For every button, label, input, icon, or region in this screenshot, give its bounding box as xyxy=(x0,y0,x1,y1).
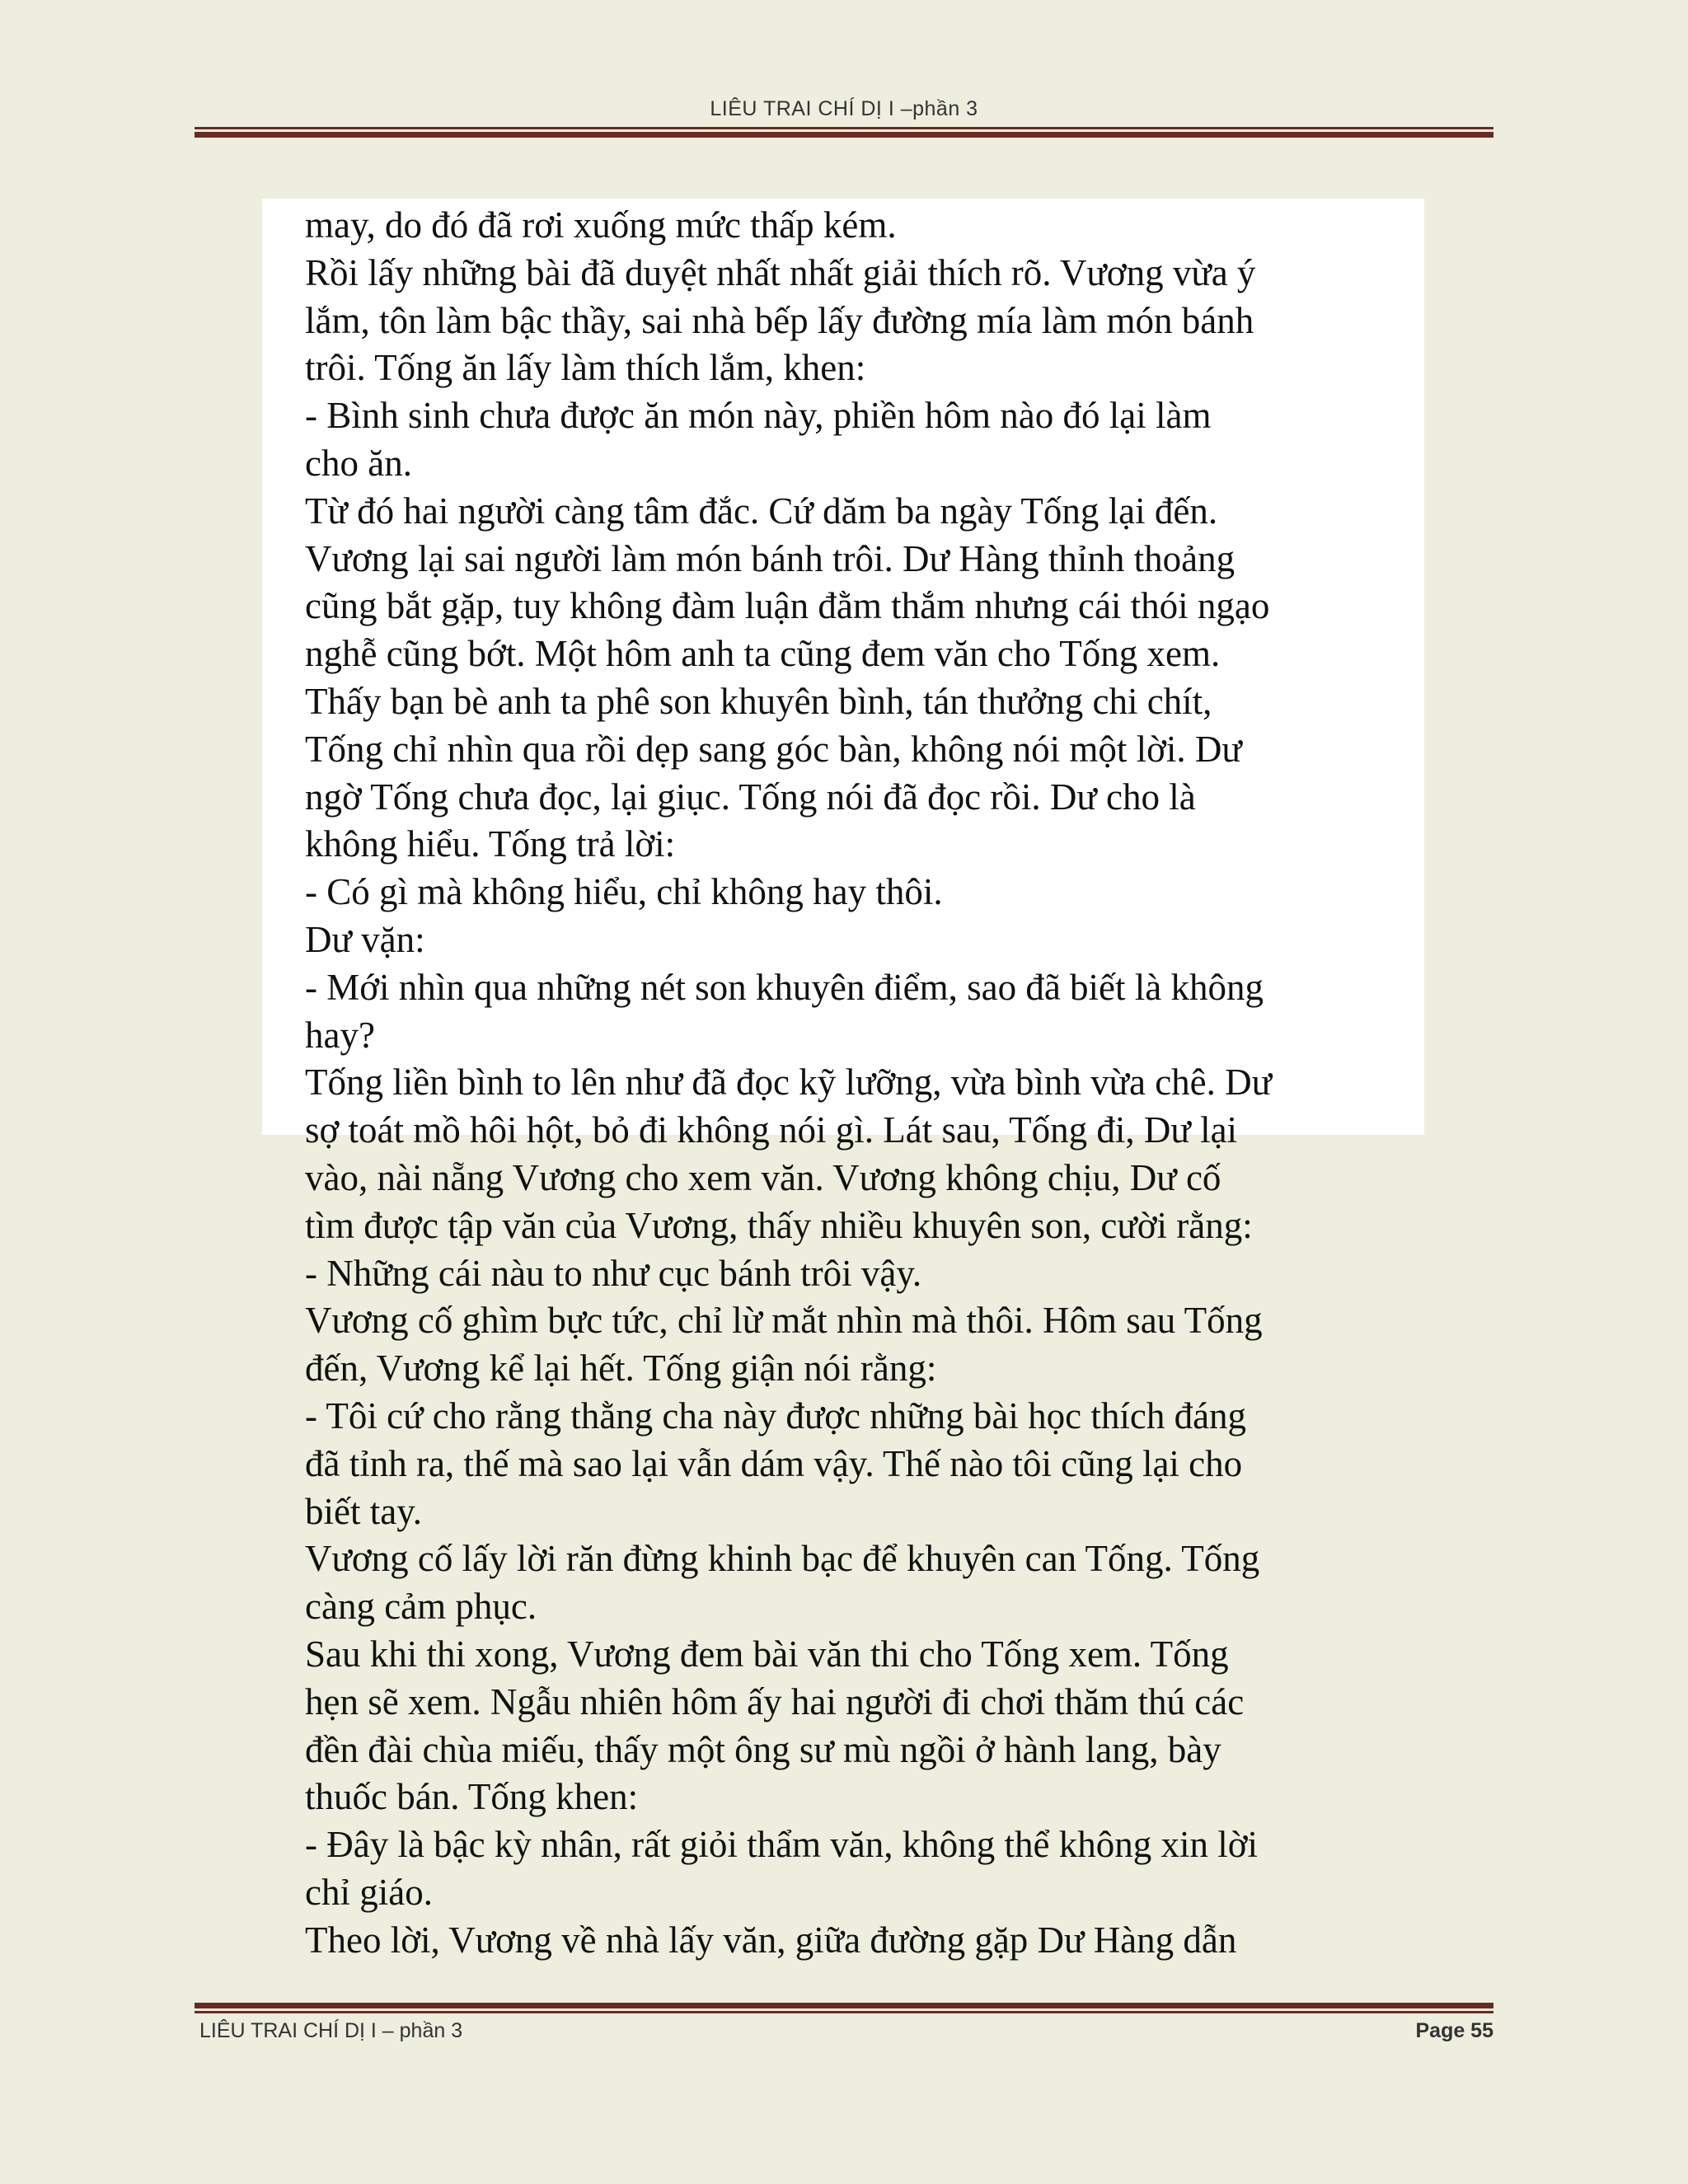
text-line: đến, Vương kể lại hết. Tống giận nói rằng: xyxy=(305,1347,937,1390)
text-line: cũng bắt gặp, tuy không đàm luận đằm thắm nhưng cái thói ngạo xyxy=(305,585,1270,627)
text-line: càng cảm phục. xyxy=(305,1586,537,1628)
text-line: cho ăn. xyxy=(305,442,412,484)
text-line: - Tôi cứ cho rằng thằng cha này được những bài học thích đáng xyxy=(305,1394,1247,1436)
text-line: Vương cố lấy lời răn đừng khinh bạc để khuyên can Tống. Tống xyxy=(305,1538,1260,1580)
text-line: sợ toát mồ hôi hột, bỏ đi không nói gì. Lát sau, Tống đi, Dư lại xyxy=(305,1109,1238,1151)
text-line: lắm, tôn làm bậc thầy, sai nhà bếp lấy đường mía làm món bánh xyxy=(305,299,1254,341)
text-line: Theo lời, Vương về nhà lấy văn, giữa đường gặp Dư Hàng dẫn xyxy=(305,1919,1237,1961)
text-line: tìm được tập văn của Vương, thấy nhiều khuyên son, cười rằng: xyxy=(305,1204,1253,1246)
text-line: không hiểu. Tống trả lời: xyxy=(305,823,676,865)
text-line: vào, nài nẵng Vương cho xem văn. Vương không chịu, Dư cố xyxy=(305,1156,1221,1198)
header-title: LIÊU TRAI CHÍ DỊ I –phần 3 xyxy=(710,97,978,120)
text-line: - Bình sinh chưa được ăn món này, phiền hôm nào đó lại làm xyxy=(305,395,1212,437)
page-number: Page 55 xyxy=(1415,2019,1493,2042)
text-line: Rồi lấy những bài đã duyệt nhất nhất giải thích rõ. Vương vừa ý xyxy=(305,251,1256,293)
text-line: thuốc bán. Tống khen: xyxy=(305,1776,639,1818)
header-rule-bottom xyxy=(195,132,1493,138)
text-line: Sau khi thi xong, Vương đem bài văn thi cho Tống xem. Tống xyxy=(305,1633,1229,1675)
text-line: Vương lại sai người làm món bánh trôi. Dư Hàng thỉnh thoảng xyxy=(305,537,1236,579)
footer-rule-bottom xyxy=(195,2011,1493,2013)
text-line: Tống chỉ nhìn qua rồi dẹp sang góc bàn, không nói một lời. Dư xyxy=(305,728,1242,770)
text-line: - Đây là bậc kỳ nhân, rất giỏi thẩm văn, không thể không xin lời xyxy=(305,1824,1259,1866)
text-line: - Những cái nàu to như cục bánh trôi vậy. xyxy=(305,1252,922,1294)
text-line: Tống liền bình to lên như đã đọc kỹ lưỡng, vừa bình vừa chê. Dư xyxy=(305,1062,1273,1104)
text-line: hay? xyxy=(305,1014,375,1056)
text-line: trôi. Tống ăn lấy làm thích lắm, khen: xyxy=(305,347,866,389)
text-line: Dư vặn: xyxy=(305,918,425,960)
text-line: hẹn sẽ xem. Ngẫu nhiên hôm ấy hai người đi chơi thăm thú các xyxy=(305,1680,1245,1722)
text-line: đã tỉnh ra, thế mà sao lại vẫn dám vậy. Thế nào tôi cũng lại cho xyxy=(305,1442,1243,1484)
header-rule-top xyxy=(195,127,1493,129)
text-line: chỉ giáo. xyxy=(305,1871,433,1913)
footer-title: LIÊU TRAI CHÍ DỊ I – phần 3 xyxy=(199,2019,463,2042)
text-line: ngờ Tống chưa đọc, lại giục. Tống nói đã đọc rồi. Dư cho là xyxy=(305,776,1196,818)
text-line: Vương cố ghìm bực tức, chỉ lừ mắt nhìn mà thôi. Hôm sau Tống xyxy=(305,1300,1263,1342)
text-line: Từ đó hai người càng tâm đắc. Cứ dăm ba ngày Tống lại đến. xyxy=(305,490,1218,532)
body-text xyxy=(305,202,1272,1964)
footer-rule-top xyxy=(195,2003,1493,2008)
text-line: - Có gì mà không hiểu, chỉ không hay thôi. xyxy=(305,871,943,913)
text-line: may, do đó đã rơi xuống mức thấp kém. xyxy=(305,204,897,246)
text-line: - Mới nhìn qua những nét son khuyên điểm, sao đã biết là không xyxy=(305,966,1264,1008)
text-line: biết tay. xyxy=(305,1490,423,1532)
page-body xyxy=(262,199,1424,1961)
text-line: nghễ cũng bớt. Một hôm anh ta cũng đem văn cho Tống xem. xyxy=(305,633,1221,675)
text-line: đền đài chùa miếu, thấy một ông sư mù ngồi ở hành lang, bày xyxy=(305,1728,1221,1770)
text-line: Thấy bạn bè anh ta phê son khuyên bình, tán thưởng chi chít, xyxy=(305,680,1212,722)
